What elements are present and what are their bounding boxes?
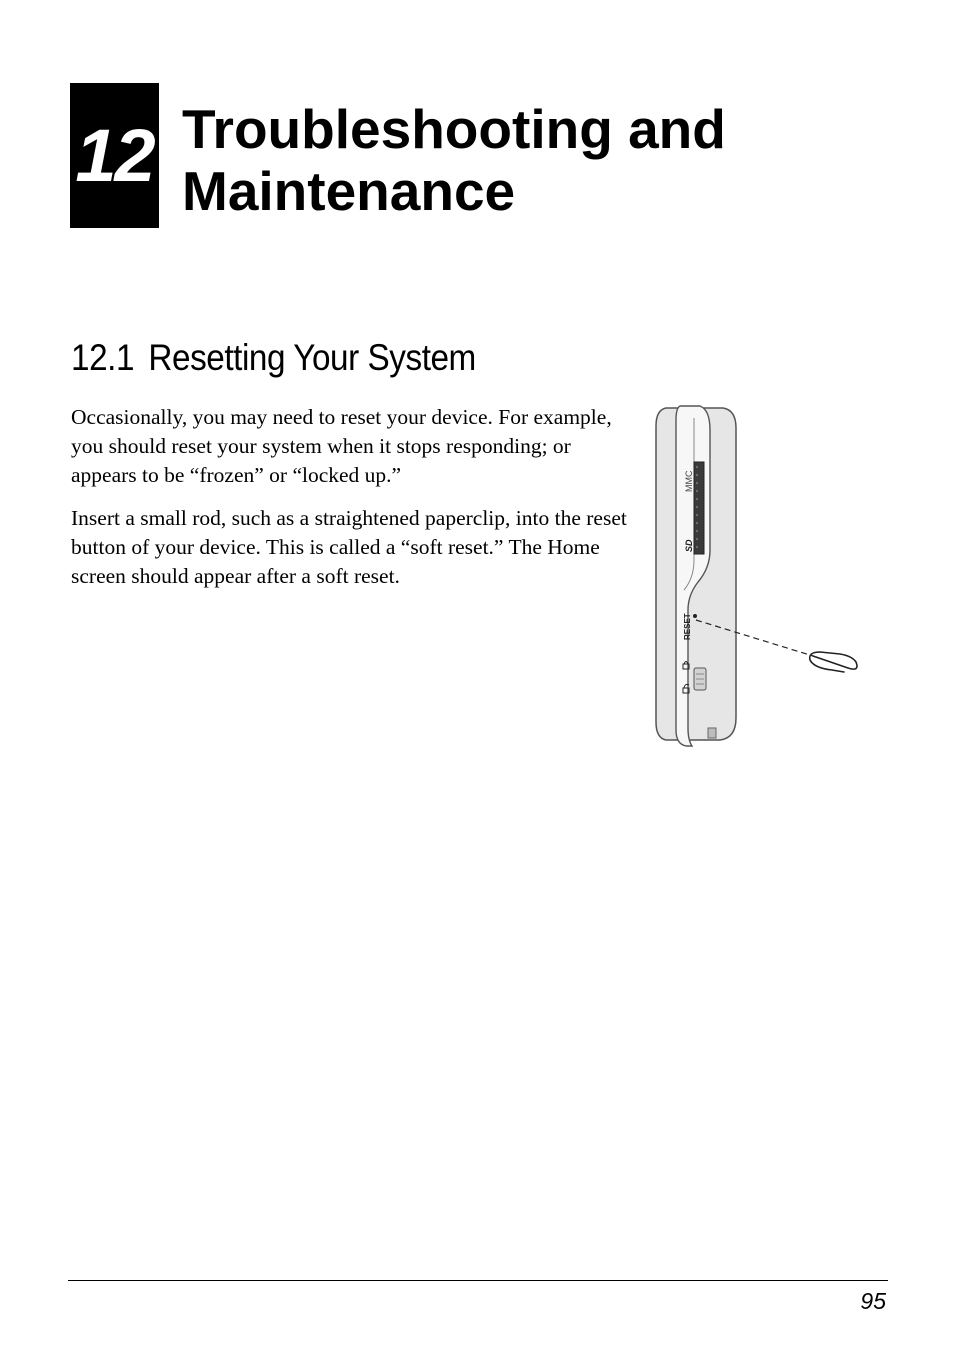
card-slot — [694, 462, 704, 554]
page-number: 95 — [860, 1288, 886, 1314]
footer-rule — [68, 1280, 888, 1281]
paperclip — [810, 652, 857, 672]
paragraph-1: Occasionally, you may need to reset your device. For example, you should reset your system when it stops responding; or appears to be “frozen” or “locked up.” — [71, 405, 612, 487]
section-title: Resetting Your System — [148, 337, 476, 378]
chapter-number-box — [70, 83, 159, 228]
body-text — [71, 403, 631, 605]
section-number: 12.1 — [71, 337, 135, 378]
section-heading — [71, 336, 476, 380]
paragraph-2: Insert a small rod, such as a straightened paperclip, into the reset button of your device. This is called a “soft reset.” The Home screen should appear after a soft reset. — [71, 506, 627, 588]
chapter-title — [182, 98, 882, 222]
device-reset-illustration — [648, 400, 868, 750]
reset-hole — [693, 614, 697, 618]
sd-label: SD — [684, 539, 694, 552]
chapter-title-line-2: Maintenance — [182, 160, 516, 222]
mmc-label: MMC — [684, 470, 694, 492]
reset-label: RESET — [683, 613, 692, 640]
chapter-number: 12 — [75, 113, 154, 197]
chapter-title-line-1: Troubleshooting and — [182, 98, 726, 160]
